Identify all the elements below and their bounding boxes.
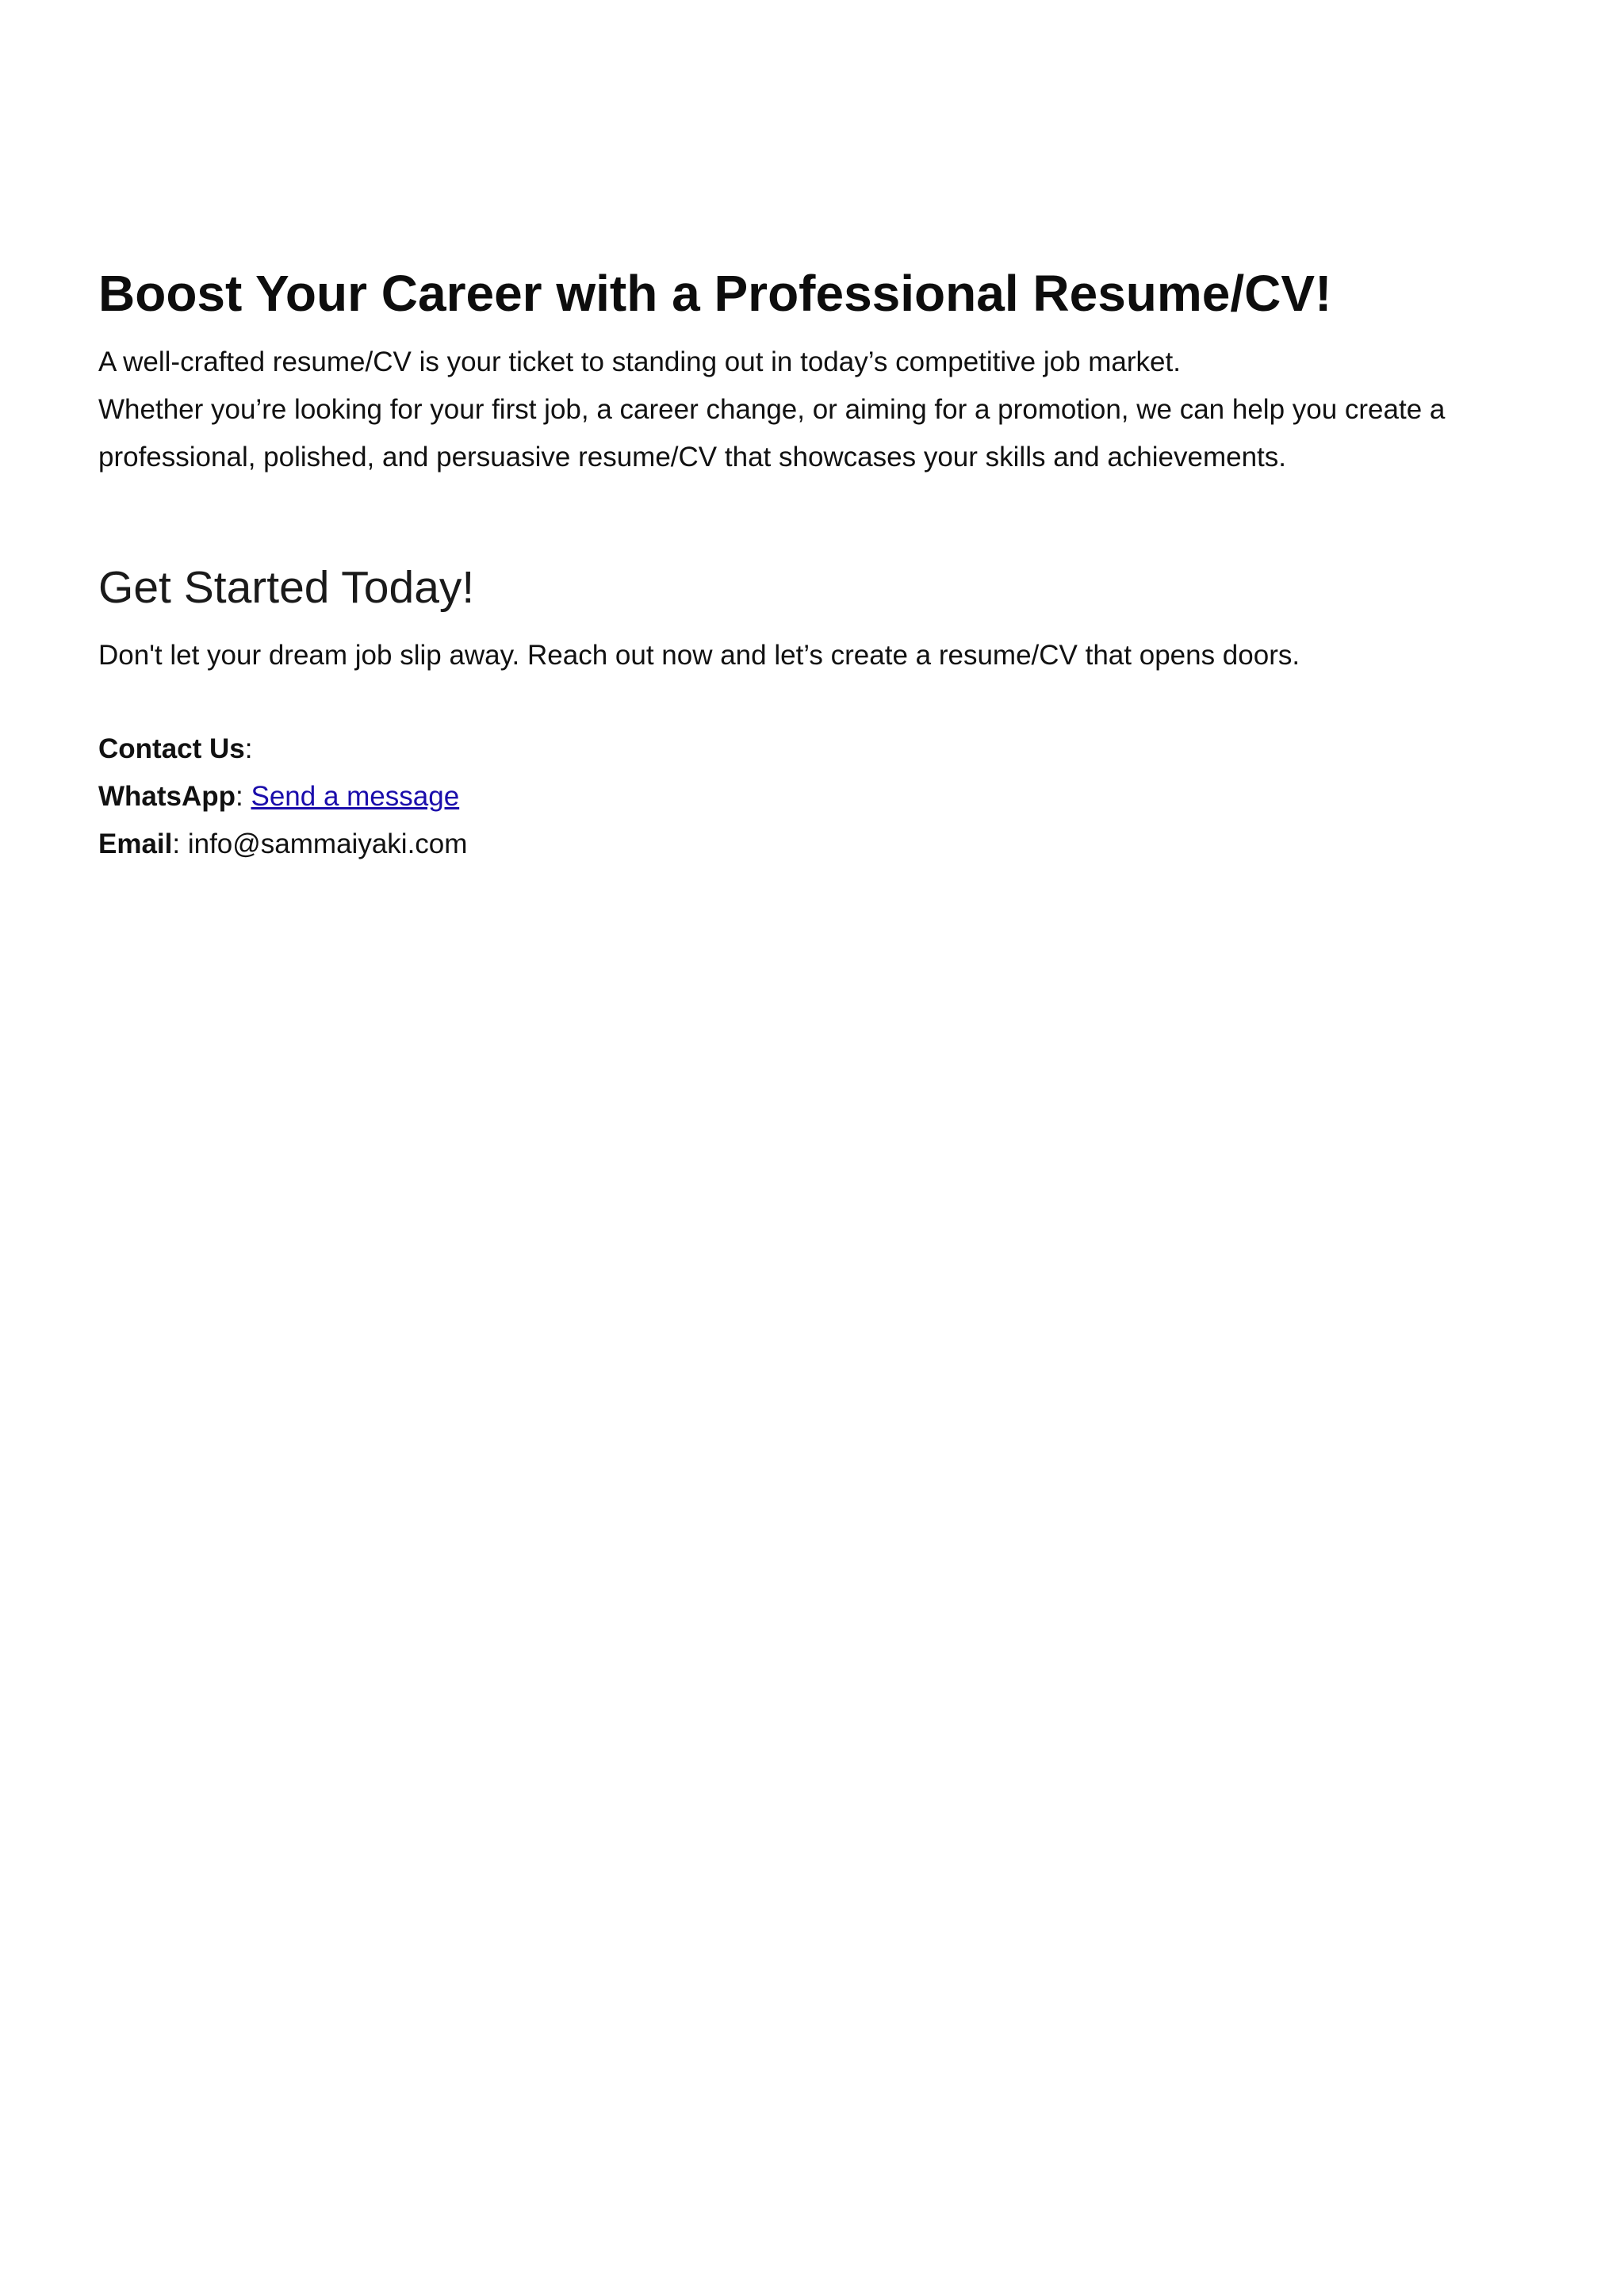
whatsapp-send-message-link[interactable]: Send a message [251, 781, 460, 813]
contact-section [98, 725, 1526, 868]
whatsapp-line [98, 773, 1526, 821]
contact-heading [98, 725, 1526, 773]
page-title: Boost Your Career with a Professional Resume/CV! [98, 265, 1332, 322]
intro-paragraph-1: A well-crafted resume/CV is your ticket to standing out in today’s competitive job market. [98, 346, 1181, 377]
email-line [98, 821, 1526, 868]
email-separator: : [172, 828, 188, 860]
contact-heading-label: Contact Us [98, 733, 245, 765]
intro-section [98, 339, 1526, 481]
email-label: Email [98, 828, 173, 860]
whatsapp-label: WhatsApp [98, 781, 236, 813]
intro-paragraph-2: Whether you’re looking for your first job, a career change, or aiming for a promotion, we can help you create a professional, polished, and persuasive resume/CV that showcases your skills and achievements. [98, 393, 1446, 473]
document-page [98, 263, 1526, 868]
whatsapp-separator: : [236, 781, 251, 813]
section-title-get-started: Get Started Today! [98, 561, 475, 613]
cta-paragraph: Don't let your dream job slip away. Reach out now and let’s create a resume/CV that opens doors. [98, 640, 1300, 672]
email-address: info@sammaiyaki.com [187, 828, 468, 860]
contact-heading-separator: : [244, 733, 253, 765]
